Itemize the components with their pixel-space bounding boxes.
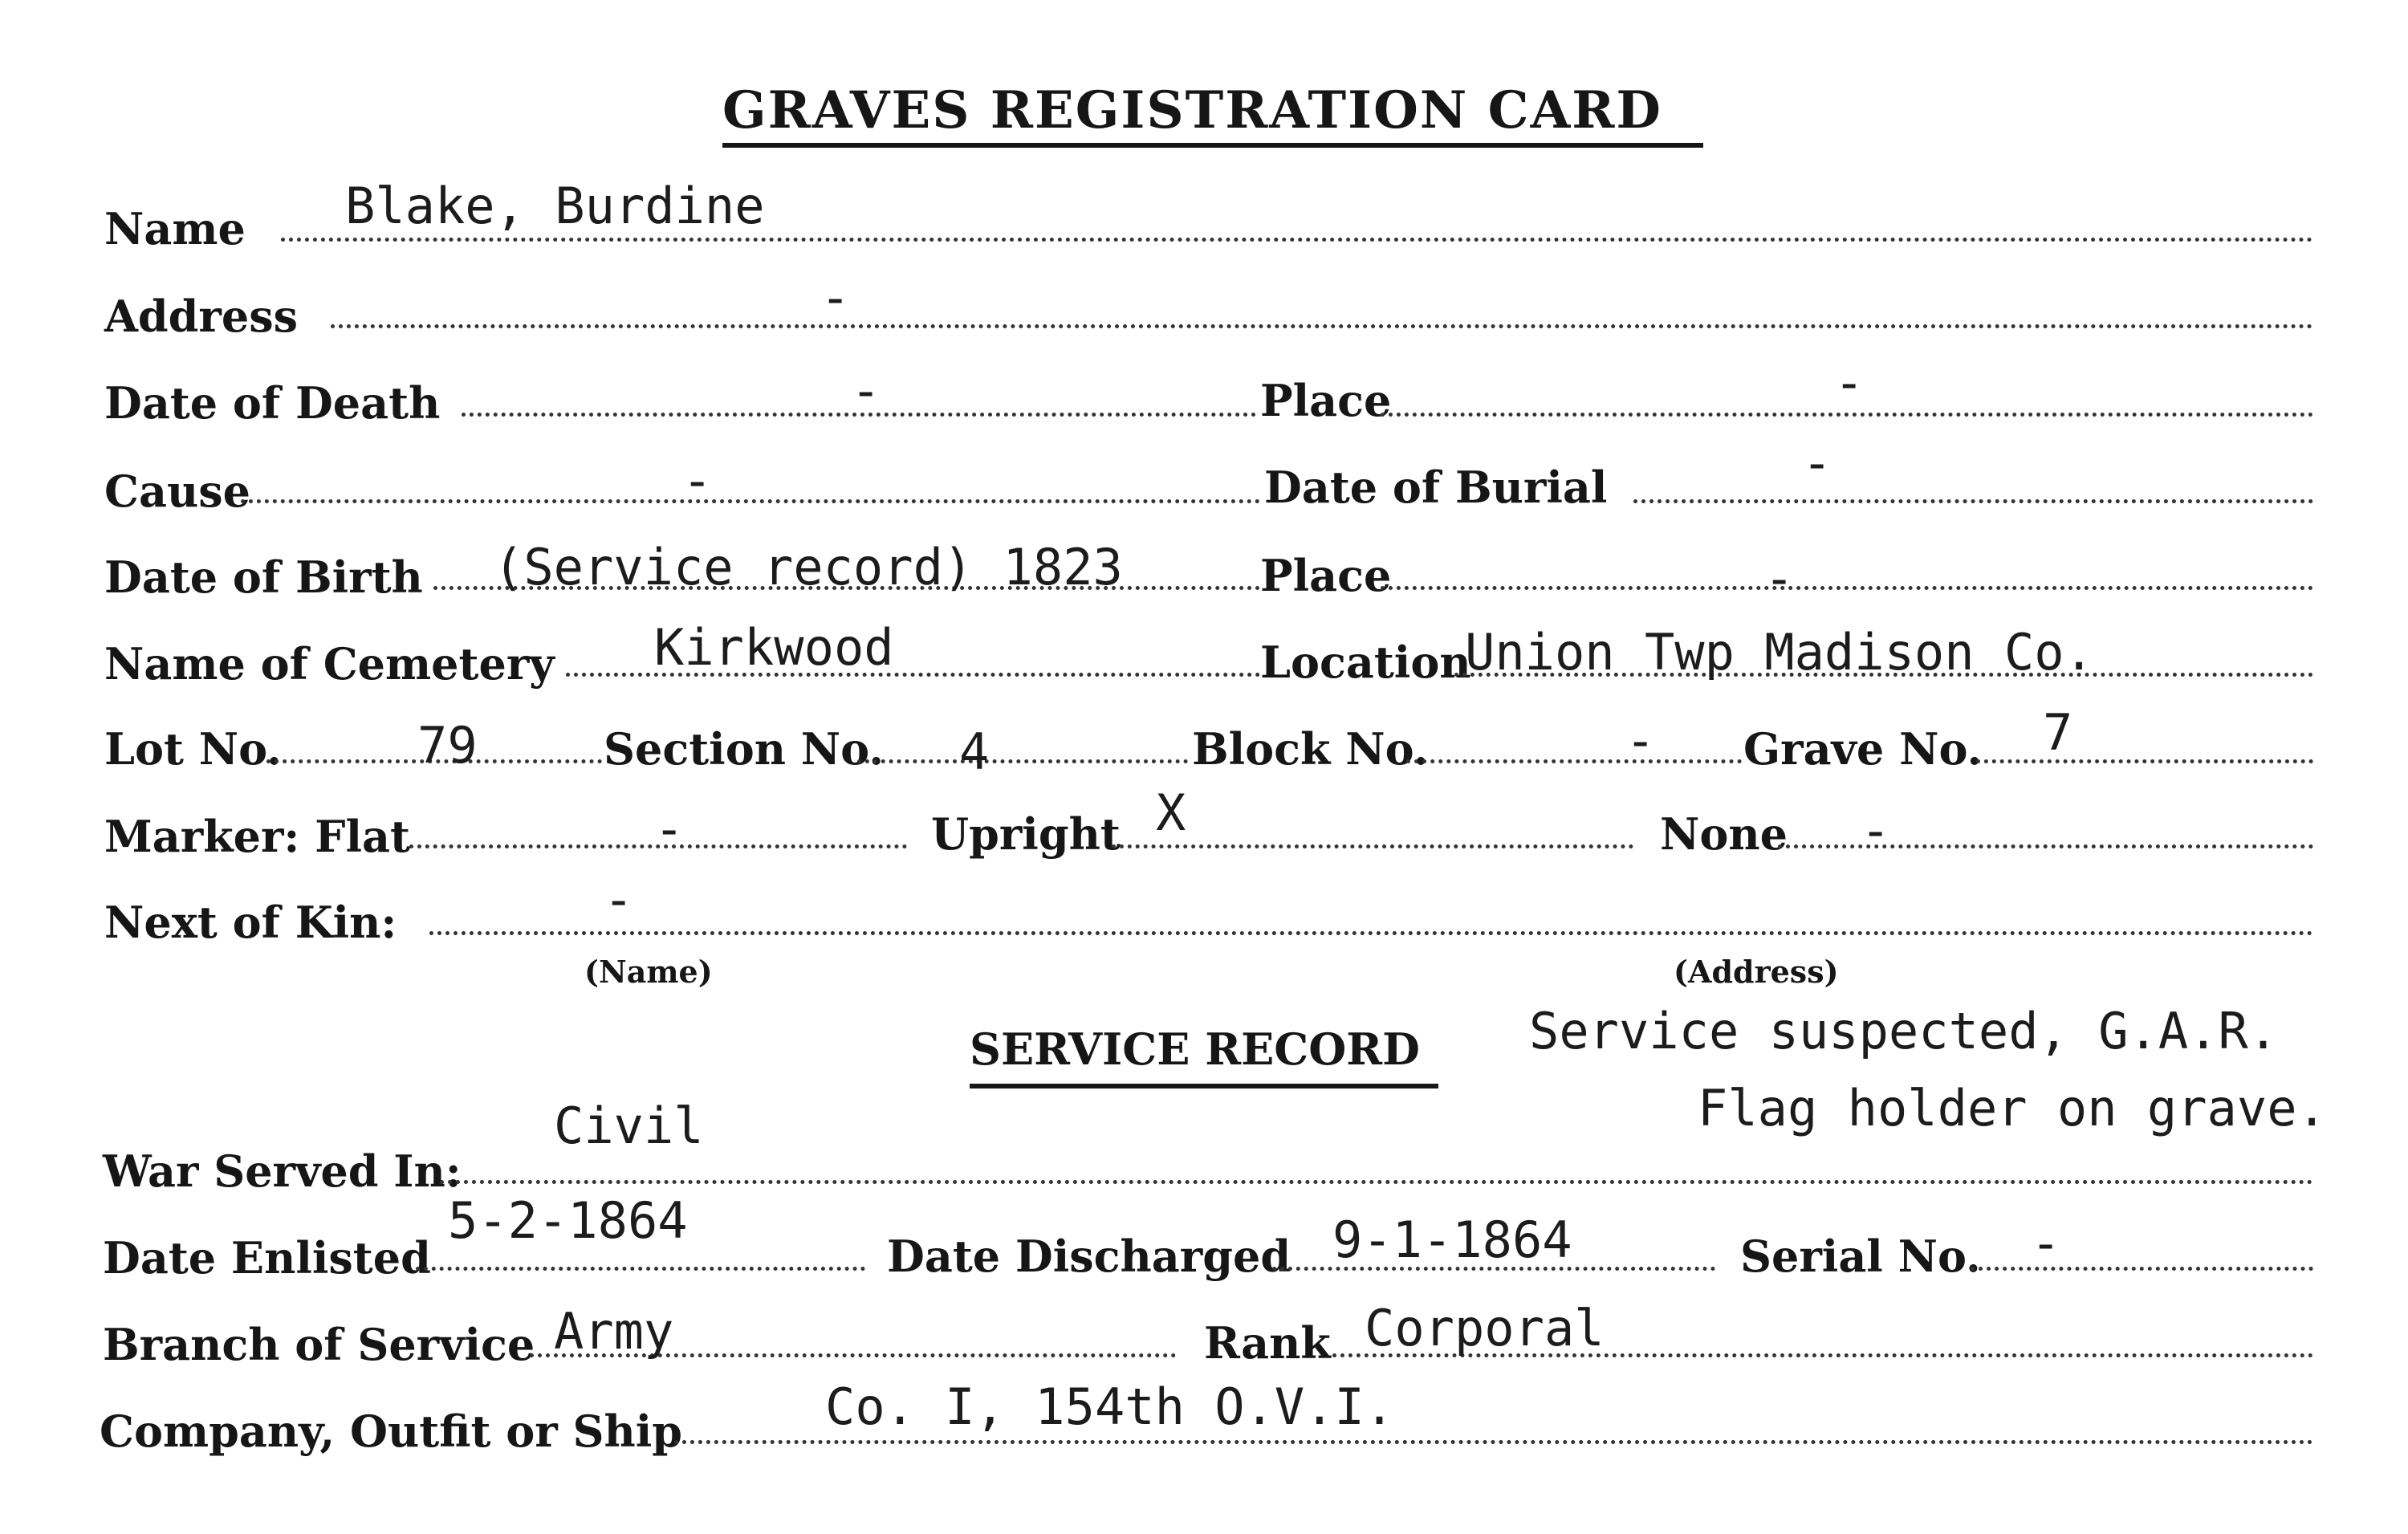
war-served-in-label: War Served In: bbox=[103, 1145, 462, 1197]
date-of-burial-label: Date of Burial bbox=[1264, 462, 1608, 513]
branch-of-service-label: Branch of Service bbox=[103, 1319, 535, 1370]
none-value: - bbox=[1861, 801, 1891, 860]
section-no-label: Section No. bbox=[604, 723, 884, 775]
date-discharged-value: 9-1-1864 bbox=[1332, 1211, 1572, 1269]
note-line-2: Flag holder on grave. bbox=[1698, 1079, 2327, 1137]
date-enlisted-label: Date Enlisted bbox=[103, 1232, 431, 1284]
cause-label: Cause bbox=[104, 466, 250, 517]
kin-address-caption: (Address) bbox=[1674, 954, 1839, 990]
address-line bbox=[331, 324, 2313, 328]
date-of-burial-value: - bbox=[1802, 433, 1832, 492]
branch-value: Army bbox=[554, 1302, 674, 1361]
birth-place-label: Place bbox=[1260, 550, 1392, 601]
date-of-burial-line bbox=[1633, 499, 2313, 503]
none-label: None bbox=[1660, 808, 1788, 860]
serial-no-label: Serial No. bbox=[1740, 1231, 1981, 1282]
address-value: - bbox=[820, 268, 851, 327]
serial-no-line bbox=[1971, 1267, 2313, 1271]
name-line bbox=[281, 238, 2313, 242]
service-record-underline bbox=[970, 1084, 1438, 1088]
card-title: GRAVES REGISTRATION CARD bbox=[722, 80, 1662, 140]
date-discharged-label: Date Discharged bbox=[887, 1231, 1291, 1282]
cemetery-value: Kirkwood bbox=[654, 618, 894, 677]
block-no-line bbox=[1406, 759, 1742, 763]
name-of-cemetery-label: Name of Cemetery bbox=[104, 638, 555, 690]
cause-line bbox=[241, 499, 1260, 503]
date-of-death-value: - bbox=[851, 361, 881, 420]
grave-no-line bbox=[1976, 759, 2313, 763]
none-line bbox=[1778, 844, 2313, 848]
grave-no-value: 7 bbox=[2043, 703, 2073, 762]
war-served-in-line bbox=[440, 1180, 2313, 1184]
location-value: Union Twp Madison Co. bbox=[1465, 623, 2094, 682]
cause-value: - bbox=[682, 451, 713, 510]
war-served-in-value: Civil bbox=[554, 1097, 704, 1155]
date-enlisted-value: 5-2-1864 bbox=[448, 1191, 688, 1250]
name-label: Name bbox=[104, 203, 246, 254]
date-of-death-label: Date of Death bbox=[104, 377, 441, 429]
death-place-line bbox=[1381, 413, 2313, 417]
serial-no-value: - bbox=[2031, 1214, 2061, 1272]
address-label: Address bbox=[104, 291, 299, 342]
section-no-line bbox=[857, 759, 1188, 763]
rank-label: Rank bbox=[1204, 1317, 1331, 1369]
grave-no-label: Grave No. bbox=[1743, 723, 1983, 775]
note-line-1: Service suspected, G.A.R. bbox=[1529, 1002, 2279, 1060]
name-value: Blake, Burdine bbox=[345, 177, 765, 235]
upright-line bbox=[1112, 844, 1633, 848]
company-outfit-ship-label: Company, Outfit or Ship bbox=[100, 1406, 682, 1457]
date-of-birth-label: Date of Birth bbox=[104, 551, 423, 603]
kin-name-caption: (Name) bbox=[584, 954, 713, 990]
next-of-kin-value: - bbox=[604, 870, 634, 929]
service-record-heading: SERVICE RECORD bbox=[970, 1023, 1420, 1075]
marker-flat-label: Marker: Flat bbox=[104, 811, 410, 862]
lot-no-label: Lot No. bbox=[104, 723, 282, 775]
upright-value: X bbox=[1156, 783, 1186, 842]
next-of-kin-label: Next of Kin: bbox=[104, 897, 397, 948]
title-underline bbox=[722, 143, 1703, 148]
upright-label: Upright bbox=[931, 808, 1121, 860]
marker-flat-value: - bbox=[654, 800, 685, 858]
company-value: Co. I, 154th O.V.I. bbox=[825, 1377, 1395, 1436]
next-of-kin-line bbox=[429, 931, 2313, 935]
date-of-birth-value: (Service record) 1823 bbox=[494, 538, 1123, 596]
lot-no-value: 79 bbox=[417, 716, 478, 775]
location-label: Location bbox=[1260, 637, 1471, 688]
birth-place-value: - bbox=[1764, 549, 1795, 608]
company-line bbox=[674, 1440, 2313, 1444]
block-no-value: - bbox=[1625, 711, 1656, 770]
block-no-label: Block No. bbox=[1192, 723, 1429, 775]
death-place-value: - bbox=[1834, 353, 1865, 412]
rank-value: Corporal bbox=[1365, 1299, 1605, 1357]
section-no-value: 4 bbox=[959, 722, 990, 781]
birth-place-line bbox=[1381, 586, 2313, 590]
date-enlisted-line bbox=[416, 1267, 865, 1271]
death-place-label: Place bbox=[1260, 375, 1392, 426]
